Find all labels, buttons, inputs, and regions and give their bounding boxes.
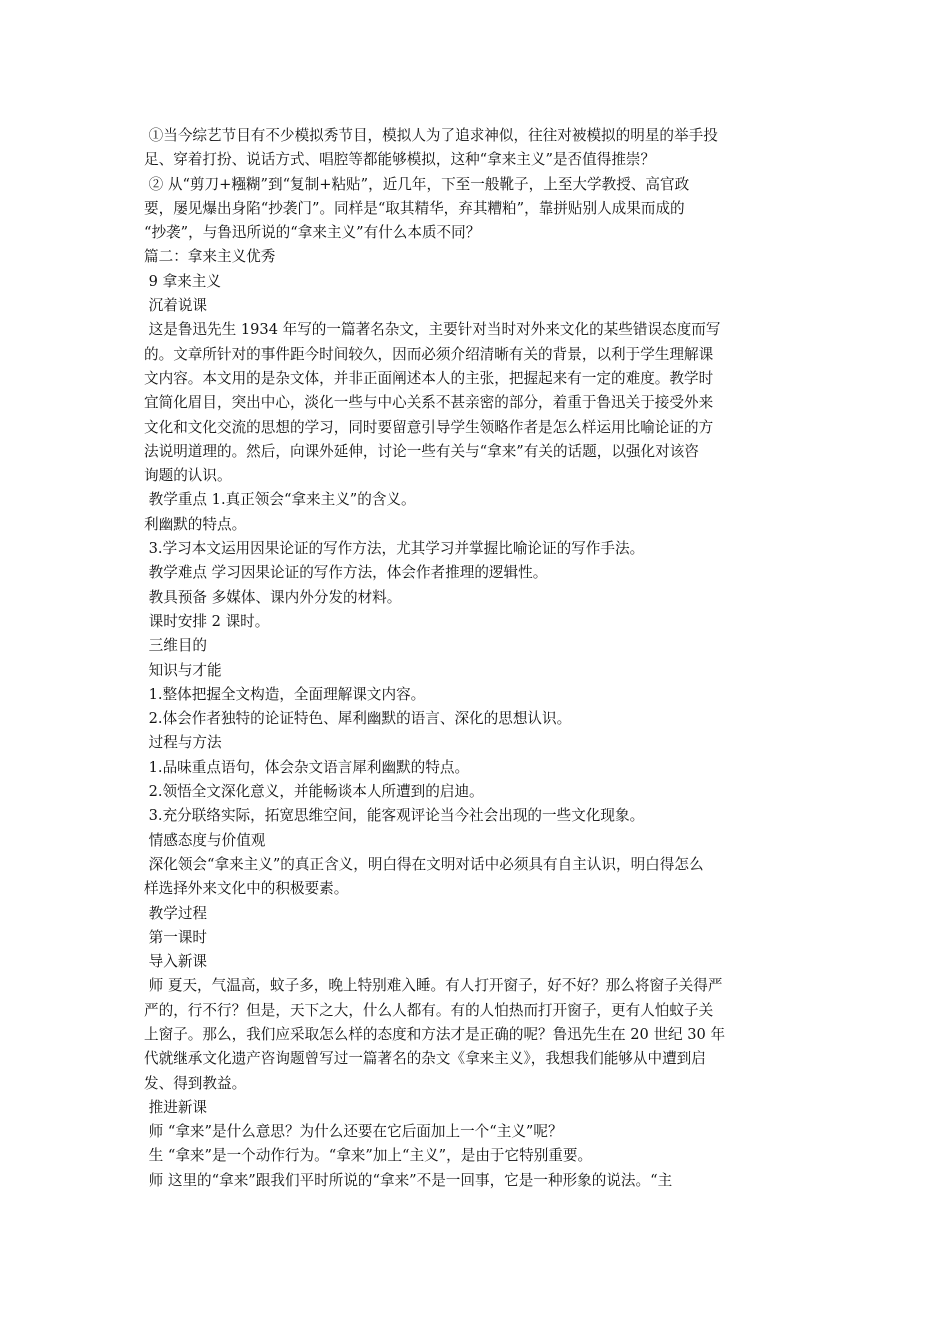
text-line: 的。文章所针对的事件距今时间较久，因而必须介绍清晰有关的背景，以利于学生理解课: [144, 345, 714, 363]
lesson-title: 9 拿来主义: [144, 272, 221, 290]
text-line: 样选择外来文化中的积极要素。: [144, 880, 349, 898]
text-line: 课时安排 2 课时。: [144, 612, 270, 630]
text-line: 1.品味重点语句，体会杂文语言犀利幽默的特点。: [144, 758, 470, 776]
text-line: 文化和文化交流的思想的学习，同时要留意引导学生领略作者是怎么样运用比喻论证的方: [144, 418, 714, 436]
text-line: 教学难点 学习因果论证的写作方法，体会作者推理的逻辑性。: [144, 564, 548, 582]
section-heading: 篇二：拿来主义优秀: [144, 248, 276, 266]
text-line: 代就继承文化遗产咨询题曾写过一篇著名的杂文《拿来主义》，我想我们能够从中遭到启: [144, 1050, 706, 1068]
text-line: 教学重点 1.真正领会“拿来主义”的含义。: [144, 491, 416, 509]
subheading: 导入新课: [144, 953, 208, 971]
text-line: ② 从“剪刀+糨糊”到“复制+粘贴”，近几年，下至一般靴子，上至大学教授、高官政: [144, 175, 690, 193]
text-line: 生 “拿来”是一个动作行为。“拿来”加上“主义”，是由于它特别重要。: [144, 1147, 593, 1165]
text-line: 文内容。本文用的是杂文体，并非正面阐述本人的主张，把握起来有一定的难度。教学时: [144, 369, 714, 387]
text-line: 利幽默的特点。: [144, 515, 247, 533]
subheading: 三维目的: [144, 637, 208, 655]
text-line: 师 “拿来”是什么意思？为什么还要在它后面加上一个“主义”呢？: [144, 1123, 563, 1141]
text-line: 要，屡见爆出身陷“抄袭门”。同样是“取其精华，弃其糟粕”，靠拼贴别人成果而成的: [144, 199, 685, 217]
text-line: “抄袭”，与鲁迅所说的“拿来主义”有什么本质不同？: [144, 224, 481, 242]
text-line: 发、得到教益。: [144, 1074, 247, 1092]
text-line: 3.学习本文运用因果论证的写作方法，尤其学习并掌握比喻论证的写作手法。: [144, 540, 645, 558]
subheading: 知识与才能: [144, 661, 222, 679]
text-line: 这是鲁迅先生 1934 年写的一篇著名杂文，主要针对当时对外来文化的某些错误态度而写: [144, 321, 721, 339]
text-line: 2.体会作者独特的论证特色、犀利幽默的语言、深化的思想认识。: [144, 710, 572, 728]
text-line: 严的，行不行？但是，天下之大，什么人都有。有的人怕热而打开窗子，更有人怕蚊子关: [144, 1001, 714, 1019]
text-line: 询题的认识。: [144, 467, 232, 485]
text-line: 宜简化眉目，突出中心，淡化一些与中心关系不甚亲密的部分，着重于鲁迅关于接受外来: [144, 394, 714, 412]
subheading: 推进新课: [144, 1098, 208, 1116]
text-line: 3.充分联络实际，拓宽思维空间，能客观评论当今社会出现的一些文化现象。: [144, 807, 645, 825]
text-line: 2.领悟全文深化意义，并能畅谈本人所遭到的启迪。: [144, 783, 484, 801]
subheading: 情感态度与价值观: [144, 831, 266, 849]
subheading: 沉着说课: [144, 297, 208, 315]
text-line: 教具预备 多媒体、课内外分发的材料。: [144, 588, 402, 606]
text-line: 上窗子。那么，我们应采取怎么样的态度和方法才是正确的呢？鲁迅先生在 20 世纪 30 年: [144, 1025, 726, 1043]
text-line: 1.整体把握全文构造，全面理解课文内容。: [144, 685, 426, 703]
text-line: 师 夏天，气温高，蚊子多，晚上特别难入睡。有人打开窗子，好不好？那么将窗子关得严: [144, 977, 723, 995]
subheading: 过程与方法: [144, 734, 222, 752]
text-line: ①当今综艺节目有不少模拟秀节目，模拟人为了追求神似，往往对被模拟的明星的举手投: [144, 127, 718, 144]
subheading: 教学过程: [144, 904, 208, 922]
text-line: 深化领会“拿来主义”的真正含义，明白得在文明对话中必须具有自主认识，明白得怎么: [144, 855, 704, 873]
document-page: [144, 124, 808, 1193]
subheading: 第一课时: [144, 928, 208, 946]
text-line: 法说明道理的。然后，向课外延伸，讨论一些有关与“拿来”有关的话题，以强化对该咨: [144, 442, 699, 460]
text-line: 师 这里的“拿来”跟我们平时所说的“拿来”不是一回事，它是一种形象的说法。“主: [144, 1171, 673, 1189]
text-line: 足、穿着打扮、说话方式、唱腔等都能够模拟，这种“拿来主义”是否值得推崇？: [144, 151, 656, 169]
